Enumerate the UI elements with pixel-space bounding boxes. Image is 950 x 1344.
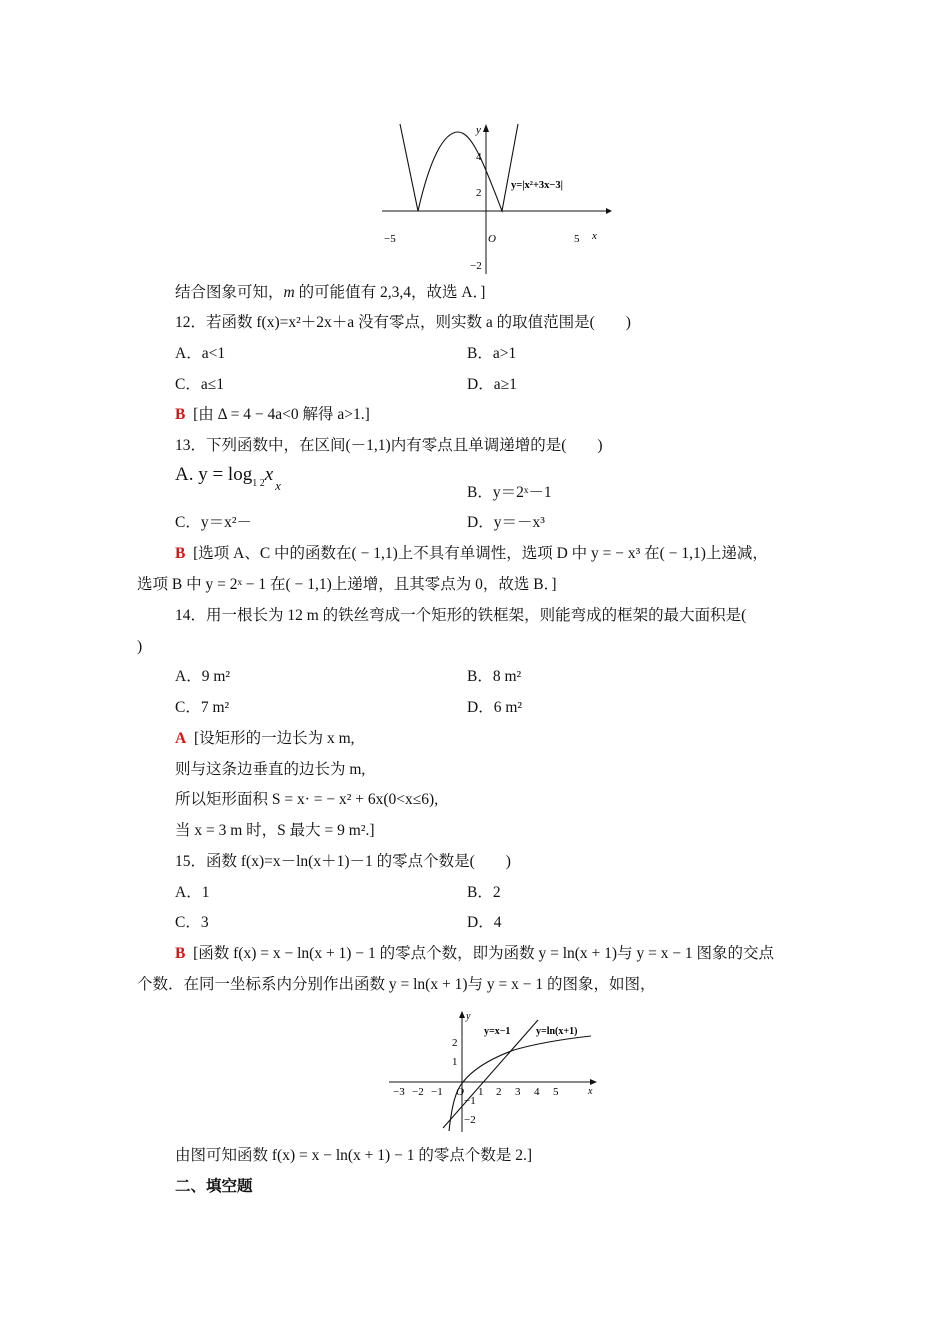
graph-abs-quadratic bbox=[378, 118, 613, 278]
curve-abs-quadratic bbox=[400, 124, 518, 211]
y-axis-label: y bbox=[466, 1011, 471, 1022]
q14-answer: A [设矩形的一边长为 x m, bbox=[175, 730, 355, 747]
q12-answer: B [由 Δ = 4 − 4a<0 解得 a>1.] bbox=[175, 406, 370, 423]
tick-x-5: 5 bbox=[553, 1086, 559, 1098]
tick-y-neg2: −2 bbox=[464, 1114, 476, 1126]
tick-y-1: 1 bbox=[452, 1056, 458, 1068]
conclusion-q15: 由图可知函数 f(x) = x − ln(x + 1) − 1 的零点个数是 2.] bbox=[175, 1147, 532, 1164]
tick-x-1: 1 bbox=[478, 1086, 484, 1098]
graph-ln-vs-line bbox=[386, 1008, 601, 1136]
q12-option-c: C．a≤1 bbox=[175, 376, 224, 393]
x-axis-label: x bbox=[592, 230, 597, 242]
q15-option-c: C．3 bbox=[175, 914, 209, 931]
tick-x-neg5: −5 bbox=[384, 233, 396, 245]
tick-x-neg2: −2 bbox=[412, 1086, 424, 1098]
label-ln: y=ln(x+1) bbox=[536, 1026, 578, 1037]
q13-option-a: A. $y = \log_{1 2}x_x$ bbox=[175, 464, 281, 493]
q13-option-c: C．y＝x²－ bbox=[175, 514, 252, 531]
tick-x-4: 4 bbox=[534, 1086, 540, 1098]
q15-answer: B [函数 f(x) = x − ln(x + 1) − 1 的零点个数，即为函数 y = ln(x + 1)与 y = x − 1 图象的交点 bbox=[175, 945, 775, 962]
tick-x-2: 2 bbox=[496, 1086, 502, 1098]
q15-answer-cont: 个数．在同一坐标系内分别作出函数 y = ln(x + 1)与 y = x − 1 的图象，如图， bbox=[137, 976, 656, 993]
x-axis-label: x bbox=[588, 1086, 593, 1097]
tick-x-5: 5 bbox=[574, 233, 580, 245]
x-axis-arrow bbox=[590, 1079, 597, 1085]
tick-x-neg1: −1 bbox=[431, 1086, 443, 1098]
curve-label: y=|x²+3x−3| bbox=[511, 180, 563, 191]
conclusion-q11: 结合图象可知，m 的可能值有 2,3,4，故选 A．] bbox=[175, 284, 486, 301]
q14-answer-line4: 当 x = 3 m 时，S 最大 = 9 m².] bbox=[175, 822, 375, 839]
q15-option-a: A．1 bbox=[175, 884, 210, 901]
q14-answer-line2: 则与这条边垂直的边长为 m, bbox=[175, 761, 366, 778]
tick-x-3: 3 bbox=[515, 1086, 521, 1098]
q12-option-b: B．a>1 bbox=[467, 345, 517, 362]
q13-option-d: D．y＝－x³ bbox=[467, 514, 545, 531]
y-axis-arrow bbox=[483, 124, 489, 132]
q13-answer: B [选项 A、C 中的函数在( − 1,1)上不具有单调性，选项 D 中 y = − x³ 在( − 1,1)上递减， bbox=[175, 545, 768, 562]
x-axis-arrow bbox=[606, 208, 612, 214]
tick-x-neg3: −3 bbox=[393, 1086, 405, 1098]
q13-answer-cont: 选项 B 中 y = 2ˣ − 1 在( − 1,1)上递增，且其零点为 0，故选 B．] bbox=[137, 576, 557, 593]
tick-x-origin: O bbox=[488, 233, 496, 245]
q15-option-b: B．2 bbox=[467, 884, 501, 901]
q14-option-c: C．7 m² bbox=[175, 699, 230, 716]
q15-stem: 15．函数 f(x)=x－ln(x＋1)－1 的零点个数是( ) bbox=[175, 853, 511, 870]
tick-y-4: 4 bbox=[476, 151, 482, 163]
q15-option-d: D．4 bbox=[467, 914, 502, 931]
q14-option-a: A．9 m² bbox=[175, 668, 231, 685]
tick-y-2: 2 bbox=[476, 187, 482, 199]
y-axis-label: y bbox=[476, 124, 481, 136]
q12-option-d: D．a≥1 bbox=[467, 376, 517, 393]
q14-answer-line3: 所以矩形面积 S = x· = − x² + 6x(0<x≤6), bbox=[175, 791, 439, 808]
q13-option-b: B．y＝2ˣ－1 bbox=[467, 484, 552, 501]
tick-y-2: 2 bbox=[452, 1037, 458, 1049]
tick-x-origin: O bbox=[456, 1086, 464, 1098]
section-heading: 二、填空题 bbox=[175, 1178, 253, 1195]
label-line: y=x−1 bbox=[484, 1026, 511, 1037]
y-axis-arrow bbox=[459, 1011, 465, 1018]
q14-option-d: D．6 m² bbox=[467, 699, 523, 716]
q14-stem: 14．用一根长为 12 m 的铁丝弯成一个矩形的铁框架，则能弯成的框架的最大面积是( bbox=[175, 607, 747, 624]
tick-y-neg1: −1 bbox=[464, 1095, 476, 1107]
q14-stem-cont: ) bbox=[137, 638, 143, 655]
tick-y-neg2: −2 bbox=[470, 260, 482, 272]
q12-stem: 12．若函数 f(x)=x²＋2x＋a 没有零点，则实数 a 的取值范围是( ) bbox=[175, 314, 631, 331]
q13-stem: 13．下列函数中，在区间(－1,1)内有零点且单调递增的是( ) bbox=[175, 437, 603, 454]
q14-option-b: B．8 m² bbox=[467, 668, 522, 685]
q12-option-a: A．a<1 bbox=[175, 345, 226, 362]
